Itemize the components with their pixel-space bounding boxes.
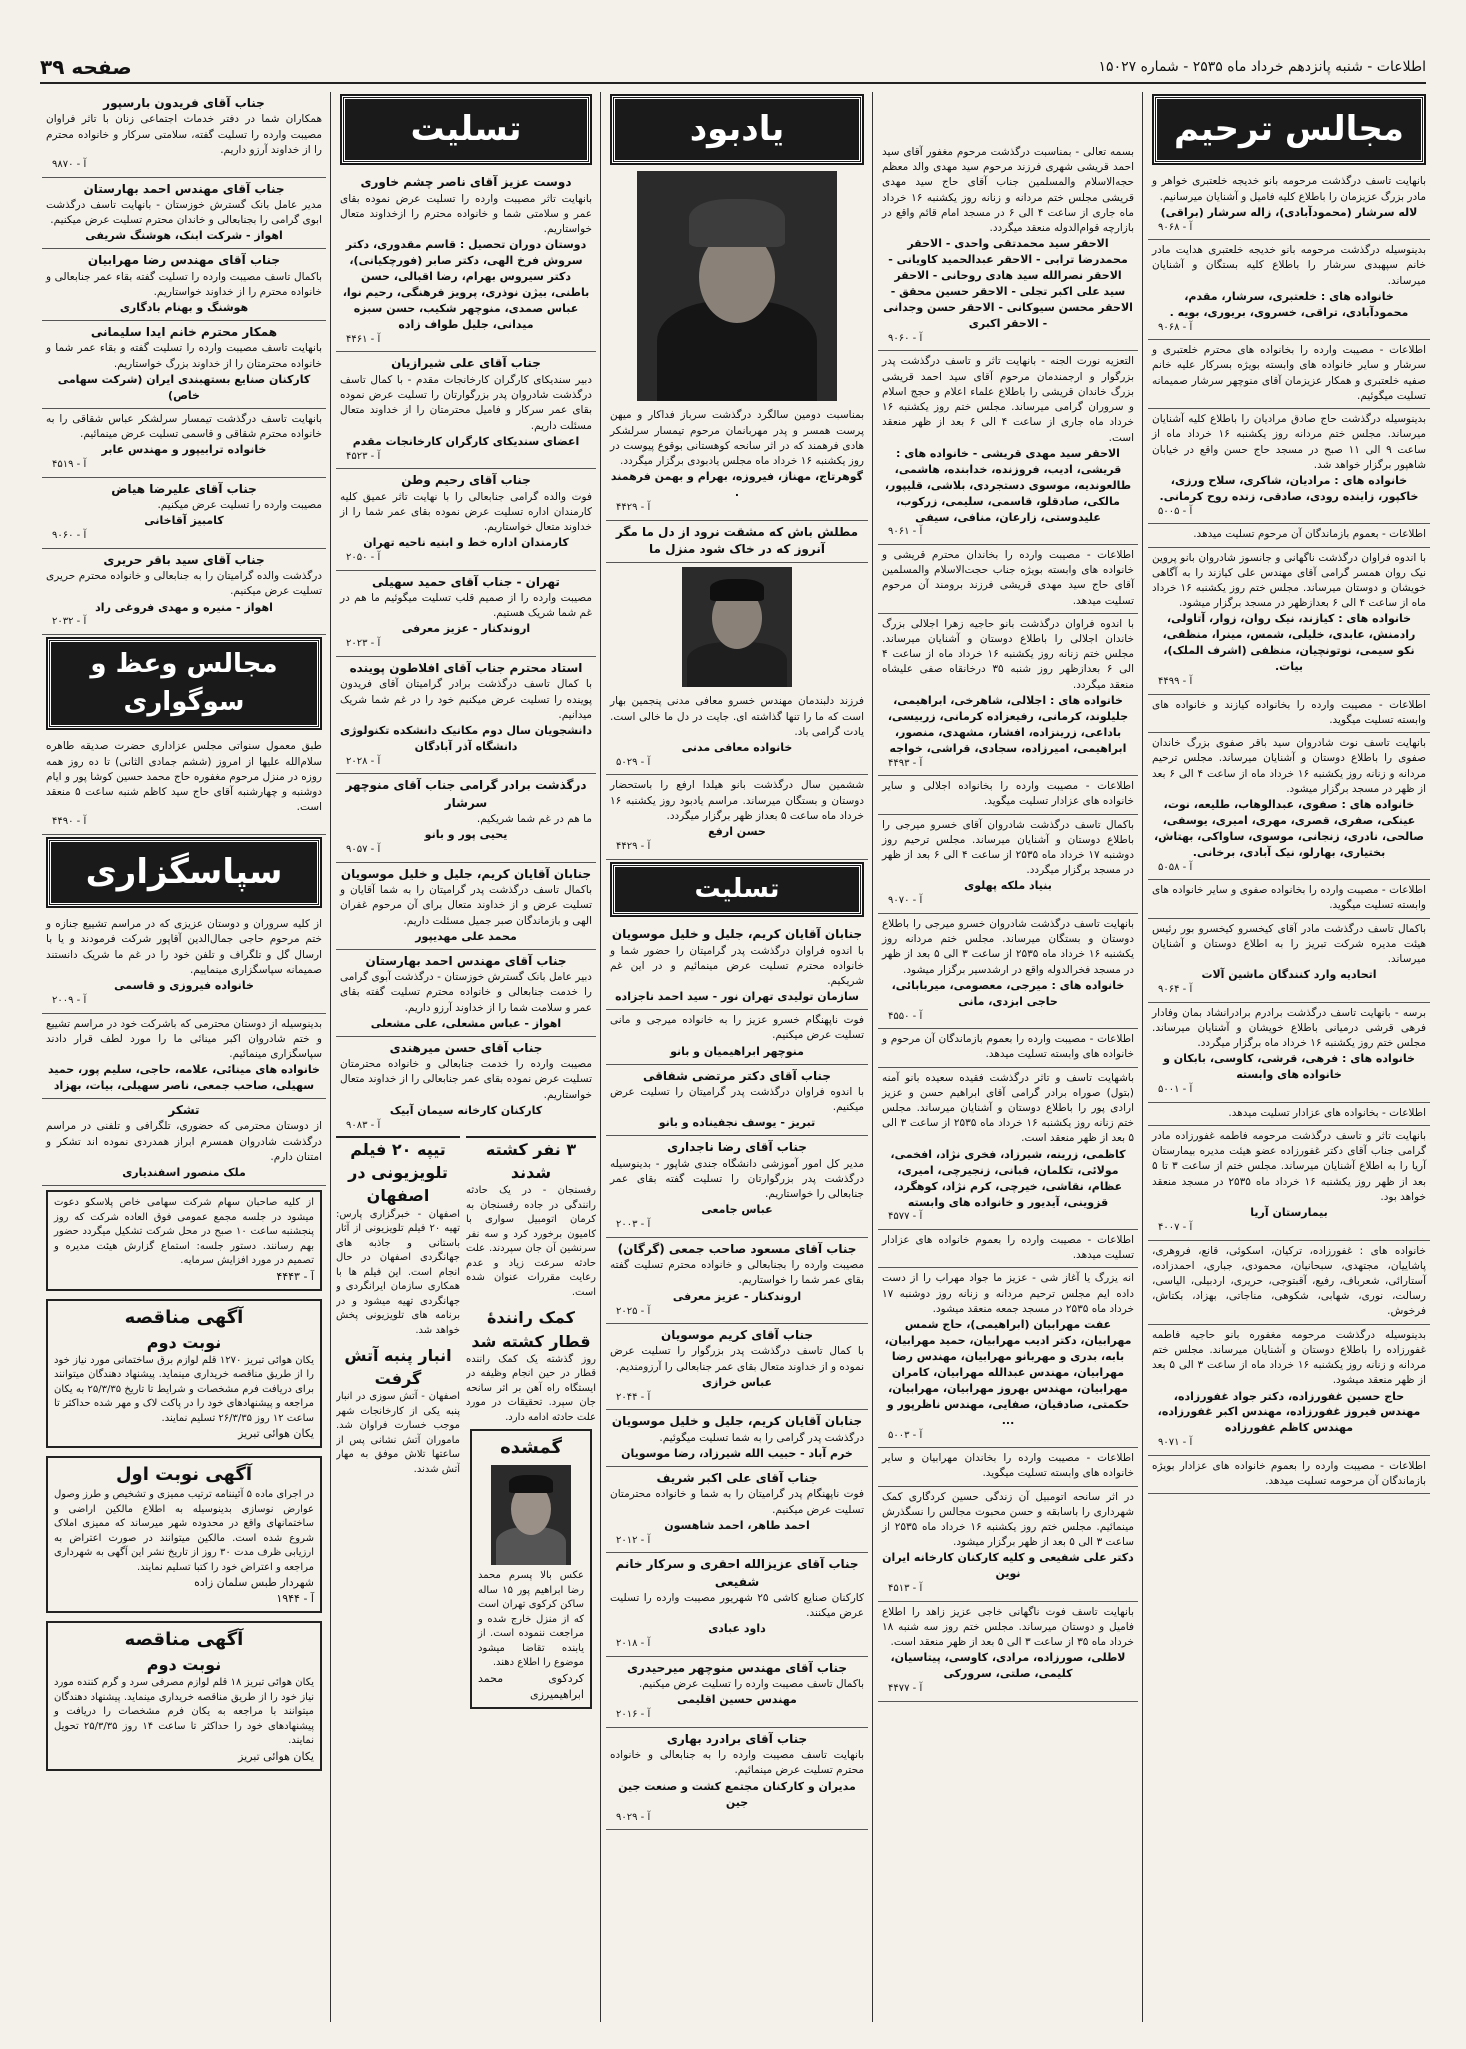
tasliyat2-list	[606, 923, 868, 1830]
left-column	[42, 92, 326, 2022]
notice-item: جناب آقای مهندس رضا مهرابیان باکمال تاسف مصیبت وارده را تسلیت گفته بقاء عمر جنابعالی و خانواده محترم را از خداوند خواستاریم. هوشنگ و بهنام بادگاری	[42, 249, 326, 321]
notice-item: باشهایت تاسف و تاثر درگذشت فقیده سعیده بانو آمنه (بتول) صوراه برادر گرامی آقای ابراهیم حسن و عزیز ارادی پور را باطلاع دوستان و آشنایان میرساند. مجلس ختم زنانه روز یکشنبه ۱۶ خرداد ماه ۲۵۳۵ از ساعت ۳ الی ۵ بعد از ظهر منعقد است. کاظمی، زرینه، شیرزاد، فخری نژاد، افخمی، مولائی، تکلمان، قبانی، زنجیرچی، امیری، عظام، نقاشی، خیرچی، کرم نژاد، کوهگرد، قزوینی، آیدیور و خانواده های وابسته آ - ۴۵۷۷	[878, 1068, 1138, 1230]
notice-item: جناب آقای سید باقر حریری درگذشت والده گرامیتان را به جنابعالی و خانواده محترم حریری تسلیت عرض میکنیم. اهواز - منیره و مهدی فروغی راد آ - ۲۰۳۲	[42, 549, 326, 635]
majales-column	[1148, 92, 1430, 2022]
notice-item: تهران - جناب آقای حمید سهیلی مصیبت وارده را از صمیم قلب تسلیت میگوئیم ما هم در غم شما شریک هستیم. اروندکنار - عزیز معرفی آ - ۲۰۲۳	[336, 571, 596, 657]
sepas-banner: سپاسگزاری	[48, 839, 320, 906]
notice-item: با اندوه فراوان درگذشت ناگهانی و جانسوز شادروان بانو پروین نیک روان همسر گرامی آقای مهندس علی کیازند را به آگاهی خویشان و دوستان میرساند. مجلس ختم روز یکشنبه ۱۶ خرداد ماه از ساعت ۴ الی ۶ بعدازظهر در مسجد برگزار میشود. خانواده های : کیازند، نیک روان، زوار، آتاولی، رادمنش، عابدی، خلیلی، شمس، مینرا، منظفی، نکو سیمی، نوتونچیان، منظفی (اشرف الملک)، بیات. آ - ۴۴۹۹	[1148, 548, 1430, 695]
notice-item: جناب آقای علی شیرازیان دبیر سندیکای کارگران کارخانجات مقدم - با کمال تاسف درگذشت شادروان پدر بزرگوارتان را تسلیت عرض نموده بقای عمر سرکار و فامیل محترمتان را از خداوند متعال مسئلت داریم. اعضای سندیکای کارگران کارخانجات مقدم آ - ۴۵۲۳	[336, 352, 596, 469]
notice-item: اطلاعات - مصیبت وارده را بعموم بازماندگان آن مرحوم و خانواده های وابسته تسلیت میدهد.	[878, 1029, 1138, 1067]
news-headline: تیپه ۲۰ فیلم تلویزیونی در اصفهان	[348, 1140, 448, 1206]
notice-item: بدینوسیله درگذشت مرحومه بانو خدیجه خلعتبری هدایت مادر خانم سپهبدی سرشار را باطلاع کلیه بستگان و آشنایان میرساند. خانواده های : خلعتبری، سرشار، مقدم، محمودآبادی، تراقی، خسروی، بریوری، بویه . آ - ۹۰۶۸	[1148, 240, 1430, 340]
notice-item: جناب آقای مهندس احمد بهارستان مدیر عامل بانک گسترش خوزستان - بانهایت تاسف درگذشت ابوی گرامی را بجنابعالی و خاندان محترم تسلیت عرض میکنیم. اهواز - شرکت ابنک، هوشنگ شریفی	[42, 178, 326, 250]
notice-item: انه یزرگ یا آغاز شی - عزیز ما جواد مهراب را از دست داده ایم مجلس ترحیم مردانه و زنانه روز دوشنبه ۱۷ خرداد ماه ۲۵۳۵ در مسجد جمعه منعقد میشود. عفت مهرابیان (ابراهیمی)، حاج شمس مهرابیان، دکتر ادیب مهرابیان، حمید مهرابیان، بابه، بدری و مهربانو مهرابیان، مهندس رضا مهرابیان، مهندس عبدالله مهرابیان، کامران مهرابیان، مهندس بهروز مهرابیان، مهرابیان، حکمتی، صادقیان، صفایی، مهندس ناظرپور و ... آ - ۵۰۰۳	[878, 1268, 1138, 1448]
notice-item: جناب آقای فریدون بارسپور همکاران شما در دفتر خدمات اجتماعی زنان با تاثر فراوان مصیبت وارده را تسلیت گفته، سلامتی سرکار و خانواده محترم را از خداوند آرزو داریم. آ - ۹۸۷۰	[42, 92, 326, 178]
notice-item: اطلاعات - مصیبت وارده را بخانواده های محترم خلعتبری و سرشار و سایر خانواده های وابسته بویژه بسرکار علیه خانم صفیه خلعتبری و همکار عزیزمان آقای منوچهر سرشار صمیمانه تسلیت میگوئیم.	[1148, 340, 1430, 409]
yadbud-list	[878, 142, 1138, 1702]
yadbud-banner: یادبود	[612, 96, 862, 163]
notice-item: جنابان آقایان کریم، جلیل و خلیل موسویان باکمال تاسف درگذشت پدر گرامیتان را به شما آقایان و تسلیت عرض و از خداوند متعال برای آن مرحوم غفران الهی و بازماندگان صبر جمیل مسئلت داریم. محمد علی مهدیپور	[336, 863, 596, 950]
news-headline: کمک رانندۀ قطار کشته شد	[471, 1308, 591, 1351]
tasliyat-banner-2: تسلیت	[612, 864, 862, 916]
notice-item: بمناسبت دومین سالگرد درگذشت سرباز فداکار و میهن پرست همسر و پدر مهربانمان مرحوم تیمسار سرلشکر هادی فرهمند که در اثر سانحه کوهستانی بوقوع پیوست در روز یکشنبه ۱۶ خرداد ماه مجلس یادبودی برگزار میگردد. گوهرتاج، مهناز، فیروزه، بهرام و بهمن فرهمند . آ - ۴۴۲۹	[606, 405, 868, 520]
tasliyat-column	[336, 92, 596, 1132]
notice-item: التعزیه نورت الجنه - بانهایت تاثر و تاسف درگذشت پدر بزرگوار و ارجمندمان مرحوم آقای سید احمد قریشی بزرگ خاندان قریشی را باطلاع علماء اعلام و حجج اسلام و سروران گرامی میرساند. مجلس ختم روز یکشنبه ۱۶ خرداد ماه جاری از ساعت ۴ الی ۶ بعد از ظهر منعقد است. الاحقر سید مهدی قریشی - خانواده های : قریشی، ادیب، فروزنده، خدابنده، هاشمی، طالعوندیه، موسوی دستجردی، بلاشی، قلیپور، مالکی، صادقلو، قاسمی، سلیمی، زرکوب، علیدوستی، زارعان، منافی، سیفی آ - ۹۰۶۱	[878, 351, 1138, 545]
tender-ad-box: آگهی مناقصه نوبت دوم یکان هوائی تبریز ۱۸ قلم لوازم مصرفی سرد و گرم کننده مورد نیاز خود را از طریق مناقصه خریداری مینماید. پیشنهاد دهندگان میتوانند با مراجعه به یکان فرم مشخصات را دریافت و پیشنهادهای خود را حداکثر تا ساعت ۱۴ روز ۲۵/۳/۳۵ تحویل نمایند. یکان هوائی تبریز	[46, 1621, 322, 1771]
notice-item: باکمال تاسف درگذشت مادر آقای کیخسرو کیخسرو بور رئیس هیئت مدیره شرکت تبریز را به اطلاع دوستان و آشنایان میرساند. اتحادیه وارد کنندگان ماشین آلات آ - ۹۰۶۴	[1148, 919, 1430, 1003]
column-rule	[872, 92, 873, 2022]
tender-ad-box: آگهی مناقصه نوبت دوم یکان هوائی تبریز ۱۲۷۰ قلم لوازم برق ساختمانی مورد نیاز خود را از طریق مناقصه خریداری مینماید. پیشنهاد دهندگان میتوانند برای دریافت فرم مشخصات و شرایط تا تاریخ ۲۵/۳/۳۵ به یکان مراجعه و پیشنهادهای خود را در پاکت لاک و مهر شده حداکثر تا ساعت ۱۲ روز ۲۶/۳/۳۵ تسلیم نمایند. یکان هوائی تبریز	[46, 1299, 322, 1449]
notice-item: اطلاعات - بعموم بازماندگان آن مرحوم تسلیت میدهد.	[1148, 524, 1430, 547]
notice-item: اطلاعات - مصیبت وارده را بعموم خانواده های عزادار تسلیت میدهد.	[878, 1230, 1138, 1268]
column-rule	[600, 92, 601, 2022]
majales-list	[1148, 171, 1430, 1494]
page-number: صفحه ۳۹	[40, 55, 132, 79]
notice-item: اطلاعات - مصیبت وارده را بخانواده کیازند و خانواده های وابسته تسلیت میگوید.	[1148, 695, 1430, 733]
notice-item: همکار محترم خانم ایدا سلیمانی بانهایت تاسف مصیبت وارده را تسلیت گفته و بقاء عمر شما و خانواده محترمتان را از خداوند بزرگ خواستاریم. کارکنان صنایع بستهبندی ایران (شرکت سهامی خاص)	[42, 321, 326, 409]
notice-item: جناب آقای مهندس منوچهر میرحیدری باکمال تاسف مصیبت وارده را تسلیت عرض میکنیم. مهندس حسین اقلیمی آ - ۲۰۱۶	[606, 1657, 868, 1728]
column-rule	[1142, 92, 1143, 2022]
tasliyat-banner: تسلیت	[342, 96, 590, 163]
waz-banner: مجالس وعظ و سوگواری	[48, 639, 320, 728]
notice-item: جناب آقای رضا ناجداری مدیر کل امور آموزشی دانشگاه جندی شاپور - بدینوسیله درگذشت پدر بزرگوارتان را تسلیت گفته بقای عمر جنابعالی را خواستاریم. عباس جامعی آ - ۲۰۰۳	[606, 1136, 868, 1237]
notice-item: جناب آقای حسن میرهندی مصیبت وارده را خدمت جنابعالی و خانواده محترمتان تسلیت عرض نموده بقای عمر جنابعالی را از خداوند متعال خواستاریم. کارکنان کارخانه سیمان آبیک آ - ۹۰۸۳	[336, 1037, 596, 1132]
boy-portrait-photo	[491, 1465, 571, 1565]
notice-item: جناب آقای برادرد بهاری بانهایت تاسف مصیبت وارده را به جنابعالی و خانواده محترم تسلیت عرض مینمائیم. مدیران و کارکنان مجتمع کشت و صنعت جین جین آ - ۹۰۲۹	[606, 1728, 868, 1830]
officer-portrait-photo	[637, 171, 837, 401]
notice-item: بانهایت تاسف درگذشت مرحومه بانو خدیجه خلعتبری خواهر و مادر بزرگ عزیزمان را باطلاع کلیه فامیل و آشنایان میرسانیم. لاله سرشار (محمودآبادی)، زاله سرشار (براقی) آ - ۹۰۶۸	[1148, 171, 1430, 240]
column-rule	[330, 92, 331, 2022]
notice-ad-box: آگهی نوبت اول در اجرای ماده ۵ آئیننامه ترتیب ممیزی و تشخیص و طرز وصول عوارض نوسازی بدینوسیله به اطلاع مالکین اراضی و ساختمانهای واقع در محدوده شهر میرساند که ممیزی املاک شروع شده است. مالکین میتوانند در صورت اعتراض به ارزیابی ظرف مدت ۳۰ روز از تاریخ نشر این آگهی به شهرداری مراجعه و اعتراض خود را کتبا تسلیم نمایند. شهردار طبس سلمان زاده آ - ۱۹۴۴	[46, 1456, 322, 1613]
notice-item: درگذشت برادر گرامی جناب آقای منوچهر سرشار ما هم در غم شما شریکیم. یحیی پور و بانو آ - ۹۰۵۷	[336, 774, 596, 862]
notice-item: بدینوسیله درگذشت حاج صادق مرادیان را باطلاع کلیه آشنایان میرساند. مجلس ختم مردانه روز یکشنبه ۱۶ خرداد ماه از ساعت ۹ الی ۱۱ صبح در مسجد حاج حسن واقع در خیابان شاهپور برگزار خواهد شد. خانواده های : مرادیان، شاکری، سلاح ورزی، خاکپور، زاینده رودی، صادقی، زنده روح کرمانی. آ - ۵۰۰۵	[1148, 409, 1430, 524]
notice-item: برسه - بانهایت تاسف درگذشت برادرم برادرانشاد بمان وفادار فرهی قرشی درمیانی باطلاع خویشان و آشنایان میرساند. مجلس ختم روز یکشنبه ۱۶ خرداد ماه برگزار میگردد. خانواده های : فرهی، قرشی، کاوسی، بابکان و خانواده های وابسته آ - ۵۰۰۱	[1148, 1003, 1430, 1103]
notice-item: استاد محترم جناب آقای افلاطون پوینده با کمال تاسف درگذشت برادر گرامیتان آقای فریدون پوینده را تسلیت عرض میکنیم خود را در غم شما شریک میدانیم. دانشجویان سال دوم مکانیک دانشکده تکنولوژی دانشگاه آذر آبادگان آ - ۲۰۲۸	[336, 657, 596, 774]
notice-item: جناب آقای مسعود صاحب جمعی (گرگان) مصیبت وارده را بجنابعالی و خانواده محترم تسلیت گفته بقای عمر شما را خواستاریم. اروندکنار - عزیز معرفی آ - ۲۰۲۵	[606, 1238, 868, 1324]
tasliyat-list	[336, 171, 596, 1132]
notice-item: جنابان آقایان کریم، جلیل و خلیل موسویان درگذشت پدر گرامی را به شما تسلیت میگوئیم. خرم آباد - حبیب الله شیرزاد، رضا موسویان	[606, 1410, 868, 1467]
notice-item: در اثر سانحه اتومبیل آن زندگی حسین کردگاری کمک شهرداری را باسابقه و حسن محبوت مجالس را نسگذرش مینمائیم. مجلس ختم روز یکشنبه ۱۶ خرداد ماه ۲۵۳۵ از ساعت ۳ الی ۵ بعد از ظهر برگزار میشود. دکتر علی شفیعی و کلیه کارکنان کارخانه ایران نوین آ - ۴۵۱۳	[878, 1487, 1138, 1602]
yadbud-right-column	[878, 92, 1138, 2022]
news-column-left: تیپه ۲۰ فیلم تلویزیونی در اصفهان اصفهان - خبرگزاری پارس: تهیه ۲۰ فیلم تلویزیونی از آثار باستانی و جاذبه های جهانگردی اصفهان در حال انجام است. این فیلم ها با همکاری سازمان ایرانگردی و جهانگردی تهیه میشود و در برنامه های تلویزیونی پخش خواهد شد. انبار پنبه آتش گرفت اصفهان - آتش سوزی در انبار پنبه یکی از کارخانجات شهر موجب خسارت فراوان شد. ماموران آتش نشانی پس از ساعتها تلاش موفق به مهار آتش شدند.	[336, 1136, 460, 2028]
notice-item: اطلاعات - مصیبت وارده را بخاندان مهرابیان و سایر خانواده های وابسته تسلیت میگوید.	[878, 1448, 1138, 1486]
notice-item: فوت ناپهنگام خسرو عزیز را به خانواده میرجی و مانی تسلیت عرض میکنیم. منوچهر ابراهیمیان و بانو	[606, 1010, 868, 1064]
notice-item: جناب آقای علیرضا هیاض مصیبت وارده را تسلیت عرض میکنیم. کامبیز آقاخانی آ - ۹۰۶۰	[42, 478, 326, 549]
notice-item: ششمین سال درگذشت بانو هیلدا ارفع را باستحضار دوستان و بستگان میرساند. مراسم یادبود روز یکشنبه ۱۶ خرداد ماه ساعت ۵ بعداز ظهر برگزار میگردد. حسن ارفع آ - ۴۴۲۹	[606, 775, 868, 859]
news-headline: ۳ نفر کشته شدند	[485, 1140, 577, 1183]
notice-item: دوست عزیز آقای ناصر چشم خاوری بانهایت تاثر مصیبت وارده را تسلیت عرض نموده بقای عمر و سلامتی شما و خانواده محترم را ازخداوند متعال خواستاریم. دوستان دوران تحصیل : قاسم مقدوری، دکتر سروش فرخ الهی، دکتر صابر (فورچکیانی)، دکتر سیروس بهرام، رضا اقبالی، حسن باطنی، بیژن نوذری، پرویز فرهنگی، رحیم نوا، عباس صمدی، منوچهر شکیب، حسن سبزه میدانی، جلیل طواف زاده آ - ۴۴۶۱	[336, 171, 596, 352]
man-portrait-photo	[682, 567, 792, 687]
notice-item: خانواده های : غفورزاده، ترکیان، اسکوئی، قانع، فروهری، پاشاییان، مجتهدی، سبحانیان، محمودی، جباری، احمدزاده، آستارائی، شعرباف، رفیع، آقبتوجی، حریری، اردبیلی، الیاسی، رسالت، نوری، شهابی، شکوهی، مناجاتی، بهزاد، بکتاش، فرخوش.	[1148, 1241, 1430, 1325]
notice-item: بدینوسیله درگذشت مرحومه مغفوره بانو حاجیه فاطمه غفورزاده را باطلاع دوستان و آشنایان میرساند. مجلس ختم مردانه و زنانه روز یکشنبه ۱۶ خرداد ماه از ساعت ۳ الی ۵ بعد از ظهر منعقد میشود. حاج حسین غفورزاده، دکتر جواد غفورزاده، مهندس فیروز غفورزاده، مهندس اکبر غفورزاده، مهندس کاظم غفورزاده آ - ۹۰۷۱	[1148, 1325, 1430, 1456]
notice-item: بانهایت تاسف درگذشت تیمسار سرلشکر عباس شقاقی را به خانواده محترم شقاقی و قاسمی تسلیت عرض مینمائیم. خانواده ترابیپور و مهندس عابر آ - ۴۵۱۹	[42, 409, 326, 478]
notice-item: بانهایت تاسف فوت ناگهانی خاجی عزیز زاهد را اطلاع فامیل و دوستان میرساند. مجلس ختم روز سه شنبه ۱۸ خرداد ماه ۳۵ از ساعت ۳ الی ۵ بعد از ظهر منعقد است. لاطلی، صورزاده، مرادی، کاوسی، پیتاسیان، کلیمی، صلتی، سرورکی آ - ۴۴۷۷	[878, 1602, 1138, 1702]
notice-item: بانهایت تاثر و تاسف درگذشت مرحومه فاطمه غفورزاده مادر گرامی جناب آقای دکتر غفورزاده عضو هیئت مدیره بیمارستان آریا را به اطلاع آشنایان میرساند. مجلس ختم از ساعت ۳ تا ۵ بعد از ظهر روز یکشنبه ۱۶ خرداد ماه ۲۵۳۵ در مسجد منعقد خواهد بود. بیمارستان آریا آ - ۴۰۰۷	[1148, 1126, 1430, 1241]
notice-item: تشکر از دوستان محترمی که حضوری، تلگرافی و تلفنی در مراسم درگذشت شادروان همسرم ابراز همدردی نموده اند تشکر و امتنان دارم. ملک منصور اسفندیاری	[42, 1099, 326, 1186]
notice-item: بدینوسیله از دوستان محترمی که باشرکت خود در مراسم تشییع و ختم شادروان اکبر مینائی ما را مورد لطف قرار دادند سپاسگزاری مینمائیم. خانواده های مینائی، علامه، حاجی، سلیم پور، حمید سهیلی، صاحب جمعی، ناصر سهیلی، بیات، بهزاد	[42, 1014, 326, 1100]
notice-item: از کلیه سروران و دوستان عزیزی که در مراسم تشییع جنازه و ختم مرحوم حاجی جمال‌الدین آقاپور شرکت فرمودند و یا با ارسال گل و تلگراف و تلفن خود را در غم ما شریک دانستند صمیمانه سپاسگزاری مینماییم. خانواده فیروزی و قاسمی آ - ۲۰۰۹	[42, 914, 326, 1013]
notice-item: فرزند دلبندمان مهندس خسرو معافی مدنی پنجمین بهار است که ما را تنها گذاشته ای. جایت در دل ما خالی است. یادت گرامی باد. خانواده معافی مدنی آ - ۵۰۲۹	[606, 691, 868, 775]
notice-item: بانهایت تاسف نوت شادروان سید باقر صفوی بزرگ خاندان صفوی را باطلاع دوستان و آشنایان میرساند. مجلس ترحیم مردانه و زنانه روز یکشنبه ۱۶ خرداد ماه از ساعت ۴ الی ۶ بعد از ظهر در مسجد برگزار میشود. خانواده های : صفوی، عبدالوهاب، طلیعه، نوت، عینکی، صفری، قصری، مهری، امیری، یوسفی، صالحی، نادری، زنجانی، موسوی، ساواکی، بهتاش، بختیاری، بهارلو، نیک آبادی، برخانی. آ - ۵۰۵۸	[1148, 733, 1430, 880]
notice-item: جنابان آقایان کریم، جلیل و خلیل موسویان با اندوه فراوان درگذشت پدر گرامیتان را حضور شما و خانواده محترم تسلیت عرض مینمائیم و در این غم شریکیم. سازمان تولیدی تهران نور - سید احمد ناجزاده	[606, 923, 868, 1010]
shareholder-notice-box: از کلیه صاحبان سهام شرکت سهامی خاص پلاسکو دعوت میشود در جلسه مجمع عمومی فوق العاده شرکت که روز پنجشنبه ساعت ۱۰ صبح در محل شرکت تشکیل میگردد حضور بهم رسانند. دستور جلسه: استماع گزارش هیئت مدیره و تصمیم در مورد افزایش سرمایه. آ - ۴۴۴۳	[46, 1190, 322, 1290]
majales-banner: مجالس ترحیم	[1154, 96, 1424, 163]
notice-item: بسمه تعالی - بمناسبت درگذشت مرحوم مغفور آقای سید احمد قریشی شهری فرزند مرحوم سید مهدی والد معظم حجه‌الاسلام والمسلمین جناب آقای حاج سید مهدی قریشی مجلس ختم مردانه و زنانه روز یکشنبه ۱۶ خرداد ماه جاری از ساعت ۴ الی ۶ در مسجد امام قائم واقع در بازارچه قوام‌الدوله منعقد میگردد. الاحقر سید محمدتقی واحدی - الاحقر محمدرضا ترابی - الاحقر عبدالحمید کاویانی - الاحقر نصرالله سید هادی روحانی - الاحقر سید علی اکبر تجلی - الاحقر حسین محقق - الاحقر محسن سیوکانی - الاحقر حسن وجدانی - الاحقر اکبری آ - ۹۰۶۰	[878, 142, 1138, 351]
yadbud-main-column	[606, 92, 868, 2022]
notice-item: اطلاعات - مصیبت وارده را بخانواده صفوی و سایر خانواده های وابسته تسلیت میگوید.	[1148, 880, 1430, 918]
notice-item: باکمال تاسف درگذشت شادروان آقای خسرو میرجی را باطلاع دوستان و آشنایان میرساند. مجلس ترحیم روز دوشنبه ۱۷ خرداد ماه ۲۵۳۵ از ساعت ۴ الی ۶ بعد از ظهر در مسجد برگزار میگردد. بنیاد ملکه پهلوی آ - ۹۰۷۰	[878, 815, 1138, 914]
notice-item: جناب آقای رحیم وطن فوت والده گرامی جنابعالی را با نهایت تاثر عمیق کلیه کارمندان اداره تسلیت عرض نموده بقای عمر شما را از خداوند متعال خواستاریم. کارمندان اداره خط و ابنیه ناحیه تهران آ - ۲۰۵۰	[336, 469, 596, 570]
notice-item: جناب آقای مهندس احمد بهارستان دبیر عامل بانک گسترش خوزستان - درگذشت آبوی گرامی را خدمت جنابعالی و خانواده محترم تسلیت گفته بقای عمر و سلامت شما را از خداوند آرزو داریم. اهواز - عباس مشعلی، علی مشعلی	[336, 950, 596, 1037]
photo-caption: بمناسبت دومین سالگرد درگذشت سرباز فداکار و میهن پرست همسر و پدر مهربانمان مرحوم تیمسار سرلشکر هادی فرهمند که در اثر سانحه کوهستانی بوقوع پیوست در روز یکشنبه ۱۶ خرداد ماه مجلس یادبودی برگزار میگردد.	[610, 409, 864, 467]
news-column-right: ۳ نفر کشته شدند رفسنجان - در یک حادثه رانندگی در جاده رفسنجان به کرمان اتومبیل سواری با کامیون برخورد کرد و سه نفر سرنشین آن جان سپردند. علت حادثه سرعت زیاد و عدم رعایت مقررات عنوان شده است. کمک رانندۀ قطار کشته شد روز گذشته یک کمک راننده قطار در حین انجام وظیفه در ایستگاه راه آهن بر اثر سانحه جان سپرد. تحقیقات در مورد علت حادثه ادامه دارد. گمشده عکس بالا پسرم محمد رضا ابراهیم پور ۱۵ ساله ساکن کرکوی تهران است که از منزل خارج شده و مراجعت ننموده است. از یابنده تقاضا میشود موضوع را اطلاع دهند. کردکوی محمد ابراهیمیرزی	[466, 1136, 596, 2028]
left-notices	[42, 92, 326, 635]
notice-item: جناب آقای کریم موسویان با کمال تاسف درگذشت پدر بزرگوار را تسلیت عرض نموده و از خداوند متعال بقای عمر جنابعالی را آرزومندیم. عباس خرازی آ - ۲۰۴۴	[606, 1324, 868, 1410]
notice-item: بانهایت تاسف درگذشت شادروان خسرو میرجی را باطلاع دوستان و بستگان میرساند. مجلس ختم مردانه روز یکشنبه ۱۶ خرداد ماه ۲۵۳۵ از ساعت ۳ الی ۵ بعد از ظهر در مسجد فخرالدوله واقع در ارشدسیر برگزار میشود. خانواده های : میرجی، معصومی، میربابائی، حاجی ابزدی، مانی آ - ۴۵۵۰	[878, 914, 1138, 1029]
notice-item: اطلاعات - مصیبت وارده را بخاندان محترم قریشی و خانواده های وابسته بویژه جناب حجت‌الاسلام والمسلمین آقای حاج سید مهدی قریشی فرزند برومند آن مرحوم تسلیت میدهد.	[878, 545, 1138, 614]
notice-item: طبق معمول سنواتی مجلس عزاداری حضرت صدیقه طاهره سلام‌الله علیها از امروز (ششم جمادی الثانی) تا ده روز همه روزه در منزل مرحوم مغفوره حاج محمد حسین کوشا پور و ایام دوشنبه و چهارشنبه آقای حاج سید کاظم شنبه ساعت ۵ منعقد است. آ - ۴۴۹۰	[42, 736, 326, 835]
dateline: اطلاعات - شنبه پانزدهم خرداد ماه ۲۵۳۵ - شماره ۱۵۰۲۷	[1098, 59, 1426, 75]
notice-item: با اندوه فراوان درگذشت بانو حاجیه زهرا اجلالی بزرگ خاندان اجلالی را باطلاع دوستان و آشنایان میرساند. مجلس ختم زنانه روز یکشنبه ۱۶ خرداد ماه از ساعت ۴ الی ۶ بعدازظهر روز شنبه ۳۵ درخانقاه صفی علیشاه منعقد میگردد. خانواده های : اجلالی، شاهرخی، ابراهیمی، جلیلوند، کرمانی، رفیعزاده کرمانی، زربیسی، باداعی، زرینزاده، افشار، مشهدی، منصور، ابراهیمی، امیرزاده، سجادی، قراشی، خواجه آ - ۴۴۹۳	[878, 614, 1138, 776]
missing-person-box: گمشده عکس بالا پسرم محمد رضا ابراهیم پور ۱۵ ساله ساکن کرکوی تهران است که از منزل خارج شده و مراجعت ننموده است. از یابنده تقاضا میشود موضوع را اطلاع دهند. کردکوی محمد ابراهیمیرزی	[470, 1429, 592, 1708]
notice-item: اطلاعات - مصیبت وارده را بخانواده اجلالی و سایر خانواده های عزادار تسلیت میگوید.	[878, 776, 1138, 814]
notice-item: جناب آقای دکتر مرتضی شفاقی با اندوه فراوان درگذشت پدر گرامیتان را تسلیت عرض میکنیم. تبریز - یوسف نجفیناده و بانو	[606, 1065, 868, 1137]
page-header	[40, 52, 1426, 84]
notice-item: جناب آقای عزیزالله احقری و سرکار خانم شفیعی کارکنان صنایع کاشی ۲۵ شهریور مصیبت وارده را تسلیت عرض میکنند. داود عبادی آ - ۲۰۱۸	[606, 1553, 868, 1657]
poem-item: مطلش باش که مشقت نرود از دل ما مگر آنروز که در خاک شود منزل ما	[606, 521, 868, 564]
news-headline: انبار پنبه آتش گرفت	[344, 1346, 452, 1389]
notice-item: اطلاعات - مصیبت وارده را بعموم خانواده های عزادار بویژه بازماندگان آن مرحومه تسلیت میدهد.	[1148, 1456, 1430, 1494]
notice-item: اطلاعات - بخانواده های عزادار تسلیت میدهد.	[1148, 1103, 1430, 1126]
notice-item: جناب آقای علی اکبر شریف فوت ناپهنگام پدر گرامیتان را به شما و خانواده محترمتان تسلیت عرض میکنیم. احمد طاهر، احمد شاهسون آ - ۲۰۱۲	[606, 1467, 868, 1553]
